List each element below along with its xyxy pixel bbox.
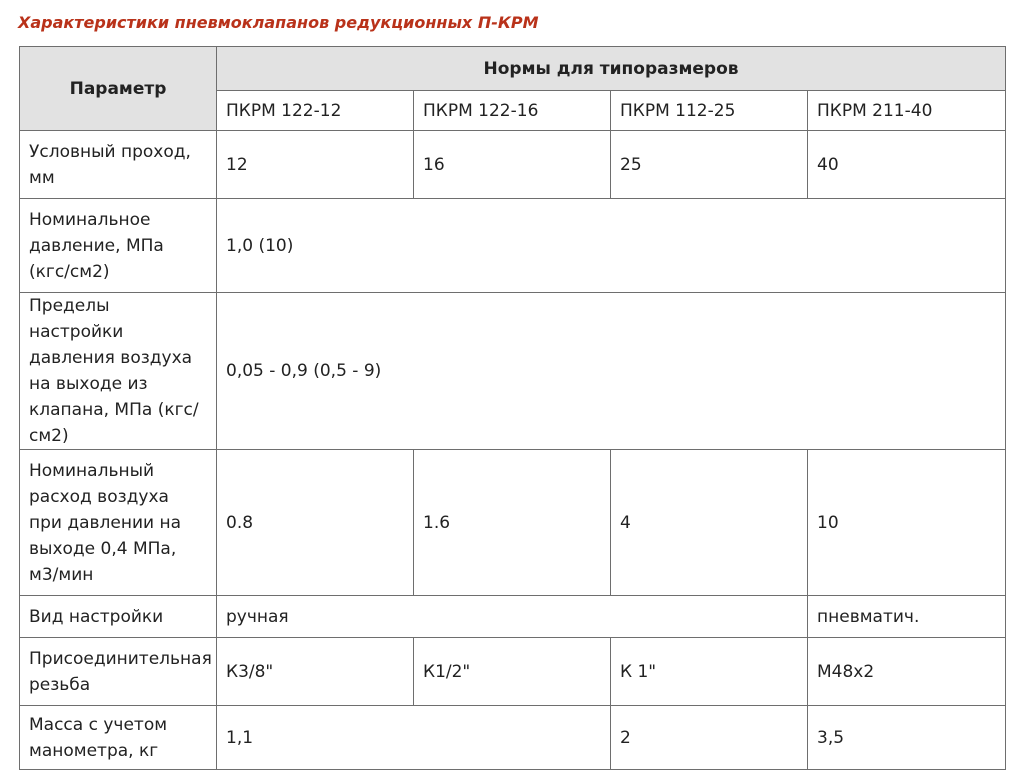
table-row [20, 293, 1006, 450]
row-parameter-label: Масса с учетом манометра, кг [20, 706, 217, 770]
value-cell: К 1" [611, 638, 808, 706]
table-row [20, 706, 1006, 770]
value-cell: 3,5 [808, 706, 1006, 770]
table-row [20, 199, 1006, 293]
table-row [20, 131, 1006, 199]
value-cell: 10 [808, 450, 1006, 596]
table-header-row [20, 47, 1006, 91]
value-cell: 1,1 [217, 706, 611, 770]
value-cell: 1,0 (10) [217, 199, 1006, 293]
value-cell: 4 [611, 450, 808, 596]
value-cell: М48х2 [808, 638, 1006, 706]
value-cell: 25 [611, 131, 808, 199]
value-cell: 2 [611, 706, 808, 770]
parameter-column-header: Параметр [20, 47, 217, 131]
row-parameter-label: Вид настройки [20, 596, 217, 638]
value-cell: К3/8" [217, 638, 414, 706]
value-cell: К1/2" [414, 638, 611, 706]
row-parameter-label: Условный проход, мм [20, 131, 217, 199]
value-cell: 16 [414, 131, 611, 199]
model-header-1: ПКРМ 122-12 [217, 91, 414, 131]
value-cell: 12 [217, 131, 414, 199]
value-cell: пневматич. [808, 596, 1006, 638]
table-row [20, 450, 1006, 596]
table-row [20, 638, 1006, 706]
row-parameter-label: Номинальный расход воздуха при давлении на выходе 0,4 МПа, м3/мин [20, 450, 217, 596]
sizes-group-header: Нормы для типоразмеров [217, 47, 1006, 91]
value-cell: 0,05 - 0,9 (0,5 - 9) [217, 293, 1006, 450]
page-title: Характеристики пневмоклапанов редукционных П-КРМ [18, 13, 539, 32]
row-parameter-label: Пределы настройки давления воздуха на выходе из клапана, МПа (кгс/см2) [20, 293, 217, 450]
model-header-3: ПКРМ 112-25 [611, 91, 808, 131]
value-cell: 1.6 [414, 450, 611, 596]
value-cell: ручная [217, 596, 808, 638]
value-cell: 0.8 [217, 450, 414, 596]
model-header-2: ПКРМ 122-16 [414, 91, 611, 131]
row-parameter-label: Номинальное давление, МПа (кгс/см2) [20, 199, 217, 293]
row-parameter-label: Присоединительная резьба [20, 638, 217, 706]
specifications-table [19, 46, 1006, 770]
value-cell: 40 [808, 131, 1006, 199]
table-row [20, 596, 1006, 638]
model-header-4: ПКРМ 211-40 [808, 91, 1006, 131]
